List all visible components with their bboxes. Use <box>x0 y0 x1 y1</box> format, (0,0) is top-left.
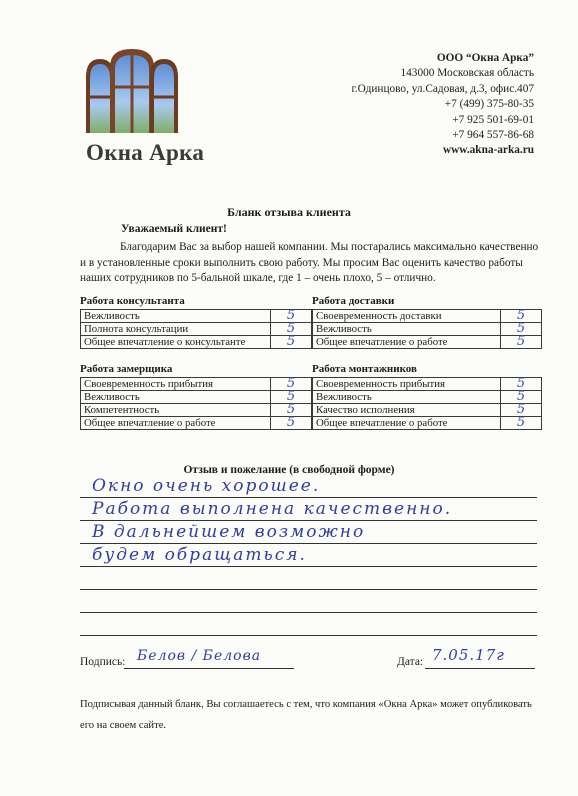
handwritten-feedback-line[interactable]: Работа выполнена качественно. <box>92 499 453 519</box>
installers-section <box>312 363 542 430</box>
rating-row <box>313 404 542 417</box>
writing-line <box>80 635 537 636</box>
score-cell[interactable]: 5 <box>501 417 542 430</box>
score-cell[interactable]: 5 <box>271 323 312 336</box>
criterion-label: Качество исполнения <box>313 404 501 417</box>
handwritten-signature[interactable]: Белов / Белова <box>137 648 262 664</box>
company-phone: +7 925 501-69-01 <box>452 113 534 126</box>
score-cell[interactable]: 5 <box>501 336 542 349</box>
intro-paragraph: Благодарим Вас за выбор нашей компании. Мы постарались максимально качественно и в установленные сроки выполнить свою работу. Мы просим Вас оценить качество работы наших сотрудников по 5-бальной шкале, где 1 – очень плохо, 5 – отлично. <box>80 241 539 285</box>
rating-row <box>81 378 312 391</box>
company-phone: +7 (499) 375-80-35 <box>444 98 534 111</box>
score-cell[interactable]: 5 <box>271 417 312 430</box>
rating-row <box>81 417 312 430</box>
criterion-label: Общее впечатление о работе <box>313 417 501 430</box>
signature-label: Подпись: <box>80 656 126 668</box>
company-info <box>351 51 534 159</box>
score-cell[interactable]: 5 <box>271 391 312 404</box>
rating-row <box>313 378 542 391</box>
score-cell[interactable]: 5 <box>501 404 542 417</box>
company-name: ООО “Окна Арка” <box>436 52 534 64</box>
criterion-label: Вежливость <box>81 391 271 404</box>
writing-line <box>80 566 537 567</box>
date-label: Дата: <box>397 656 424 668</box>
section-title: Работа монтажников <box>312 363 417 375</box>
rating-table <box>312 377 542 430</box>
company-phone: +7 964 557-86-68 <box>452 129 534 142</box>
rating-row <box>81 310 312 323</box>
consultant-section <box>80 295 312 349</box>
arched-windows-logo <box>84 47 180 133</box>
criterion-label: Полнота консультации <box>81 323 271 336</box>
score-cell[interactable]: 5 <box>501 310 542 323</box>
criterion-label: Вежливость <box>81 310 271 323</box>
company-website: www.akna-arka.ru <box>442 144 534 157</box>
score-cell[interactable]: 5 <box>271 404 312 417</box>
measurer-section <box>80 363 312 430</box>
handwritten-feedback-line[interactable]: Окно очень хорошее. <box>92 476 321 496</box>
rating-table <box>80 377 312 430</box>
section-title: Работа консультанта <box>80 295 185 307</box>
criterion-label: Общее впечатление о работе <box>81 417 271 430</box>
criterion-label: Своевременность прибытия <box>313 378 501 391</box>
company-address-line: г.Одинцово, ул.Садовая, д.3, офис.407 <box>351 82 534 95</box>
writing-line <box>80 612 537 613</box>
score-cell[interactable]: 5 <box>501 323 542 336</box>
score-cell[interactable]: 5 <box>271 310 312 323</box>
handwritten-feedback-line[interactable]: В дальнейшем возможно <box>92 522 366 542</box>
rating-row <box>313 310 542 323</box>
writing-line <box>80 497 537 498</box>
score-cell[interactable]: 5 <box>271 336 312 349</box>
score-cell[interactable]: 5 <box>501 378 542 391</box>
company-address-line: 143000 Московская область <box>400 67 534 80</box>
rating-row <box>81 404 312 417</box>
criterion-label: Вежливость <box>313 323 501 336</box>
rating-row <box>313 417 542 430</box>
date-line <box>425 668 535 669</box>
brand-name: Окна Арка <box>86 140 205 165</box>
section-title: Работа замерщика <box>80 363 173 375</box>
criterion-label: Вежливость <box>313 391 501 404</box>
rating-table <box>80 309 312 349</box>
rating-row <box>81 391 312 404</box>
form-title: Бланк отзыва клиента <box>227 205 351 219</box>
score-cell[interactable]: 5 <box>501 391 542 404</box>
consent-note: Подписывая данный бланк, Вы соглашаетесь с тем, что компания «Окна Арка» может опубликовать его на своем сайте. <box>80 699 532 731</box>
criterion-label: Своевременность прибытия <box>81 378 271 391</box>
handwritten-feedback-line[interactable]: будем обращаться. <box>92 545 307 565</box>
rating-table <box>312 309 542 349</box>
rating-row <box>313 323 542 336</box>
criterion-label: Общее впечатление о консультанте <box>81 336 271 349</box>
writing-line <box>80 520 537 521</box>
rating-row <box>81 323 312 336</box>
criterion-label: Своевременность доставки <box>313 310 501 323</box>
writing-line <box>80 543 537 544</box>
criterion-label: Компетентность <box>81 404 271 417</box>
greeting: Уважаемый клиент! <box>121 223 227 235</box>
feedback-title: Отзыв и пожелание (в свободной форме) <box>183 464 395 476</box>
writing-line <box>80 589 537 590</box>
score-cell[interactable]: 5 <box>271 378 312 391</box>
handwritten-date[interactable]: 7.05.17г <box>432 646 505 664</box>
signature-line <box>124 668 294 669</box>
rating-row <box>313 391 542 404</box>
criterion-label: Общее впечатление о работе <box>313 336 501 349</box>
rating-row <box>81 336 312 349</box>
delivery-section <box>312 295 542 349</box>
rating-row <box>313 336 542 349</box>
section-title: Работа доставки <box>312 295 395 307</box>
